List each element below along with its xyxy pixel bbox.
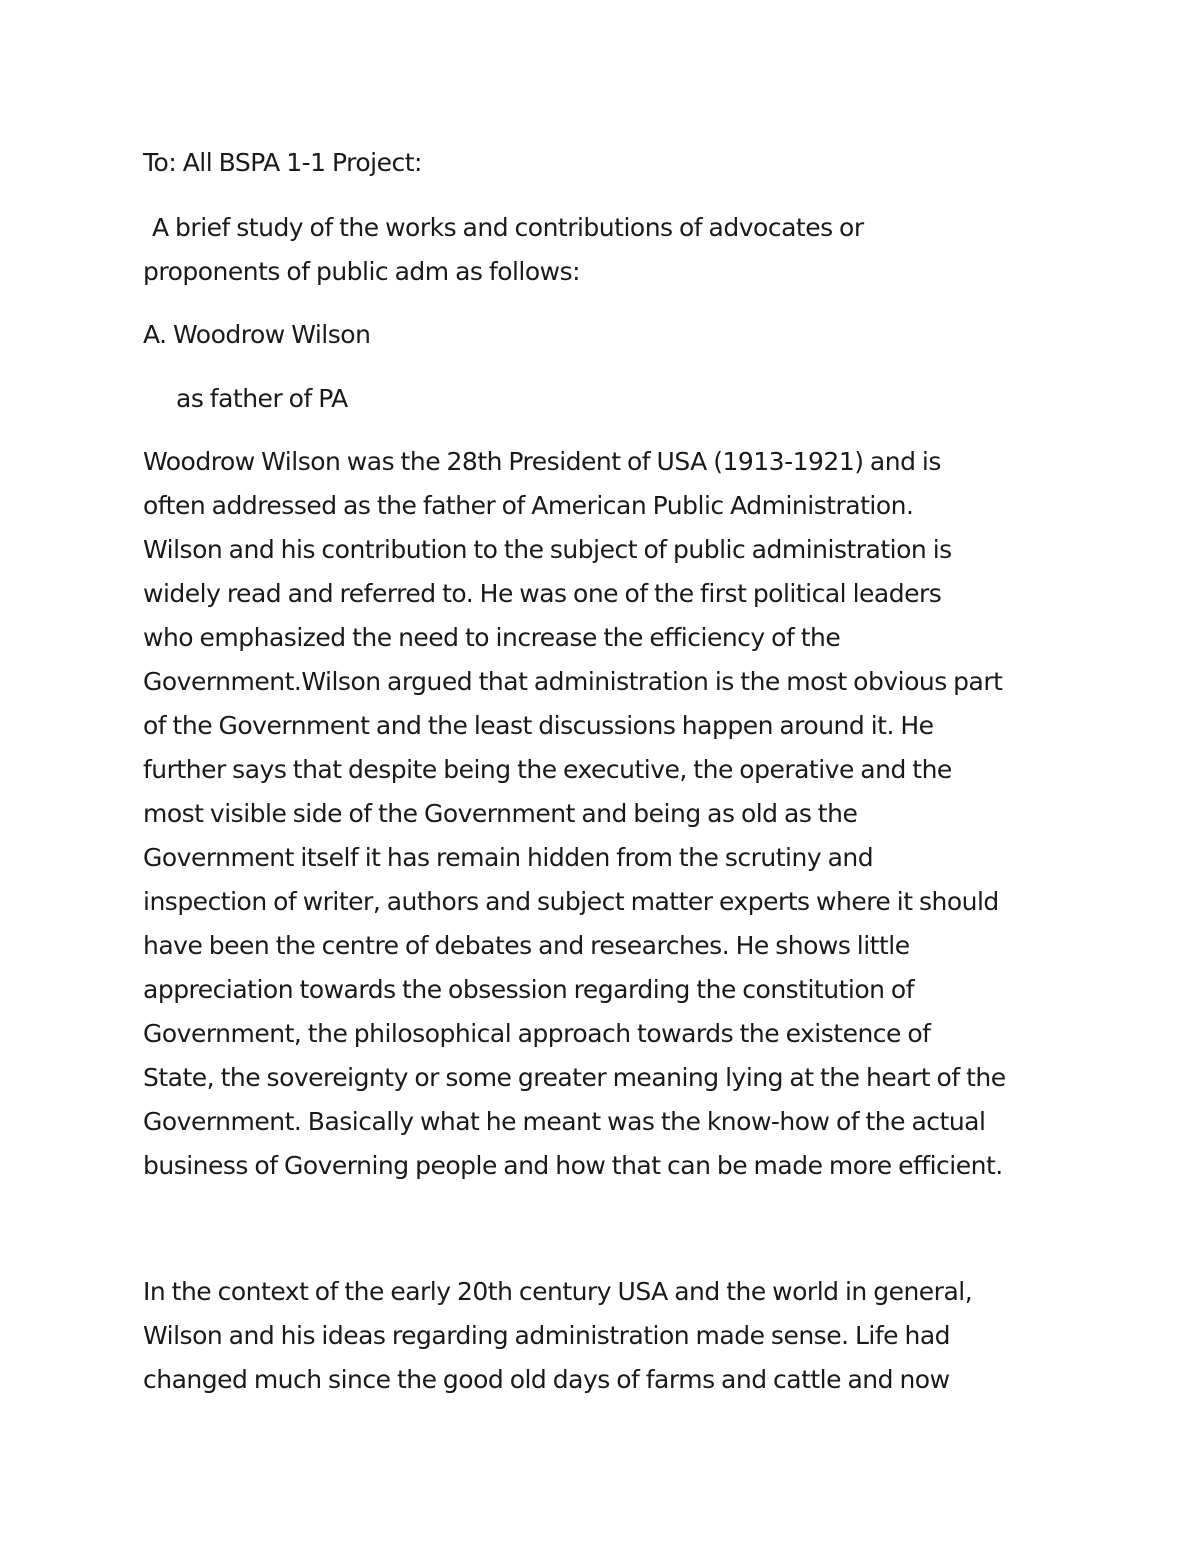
- paragraph-line: Government.Wilson argued that administration is the most obvious part: [143, 667, 1003, 696]
- paragraph-line: of the Government and the least discussions happen around it. He: [143, 711, 934, 740]
- paragraph-line: State, the sovereignty or some greater meaning lying at the heart of the: [143, 1063, 1006, 1092]
- paragraph-line: Wilson and his contribution to the subject of public administration is: [143, 535, 952, 564]
- paragraph-line: have been the centre of debates and researches. He shows little: [143, 931, 910, 960]
- paragraph-line: Wilson and his ideas regarding administration made sense. Life had: [143, 1321, 951, 1350]
- section-a-heading: A. Woodrow Wilson: [143, 320, 371, 349]
- section-a-subheading: as father of PA: [176, 384, 348, 413]
- paragraph-line: business of Governing people and how that can be made more efficient.: [143, 1151, 1003, 1180]
- intro-line-2: proponents of public adm as follows:: [143, 257, 581, 286]
- paragraph-line: Government. Basically what he meant was the know-how of the actual: [143, 1107, 986, 1136]
- to-line: To: All BSPA 1-1 Project:: [143, 148, 422, 177]
- paragraph-line: Woodrow Wilson was the 28th President of USA (1913-1921) and is: [143, 447, 941, 476]
- paragraph-line: appreciation towards the obsession regarding the constitution of: [143, 975, 915, 1004]
- paragraph-line: most visible side of the Government and being as old as the: [143, 799, 858, 828]
- paragraph-1: [143, 447, 1006, 1195]
- paragraph-line: often addressed as the father of American Public Administration.: [143, 491, 914, 520]
- paragraph-line: Government, the philosophical approach towards the existence of: [143, 1019, 931, 1048]
- paragraph-line: further says that despite being the executive, the operative and the: [143, 755, 952, 784]
- intro-line-1: A brief study of the works and contributions of advocates or: [152, 213, 864, 242]
- paragraph-line: Government itself it has remain hidden from the scrutiny and: [143, 843, 874, 872]
- paragraph-line: changed much since the good old days of farms and cattle and now: [143, 1365, 950, 1394]
- paragraph-line: widely read and referred to. He was one of the first political leaders: [143, 579, 942, 608]
- paragraph-2: [143, 1277, 972, 1409]
- paragraph-line: who emphasized the need to increase the efficiency of the: [143, 623, 841, 652]
- paragraph-line: inspection of writer, authors and subject matter experts where it should: [143, 887, 999, 916]
- paragraph-line: In the context of the early 20th century USA and the world in general,: [143, 1277, 973, 1306]
